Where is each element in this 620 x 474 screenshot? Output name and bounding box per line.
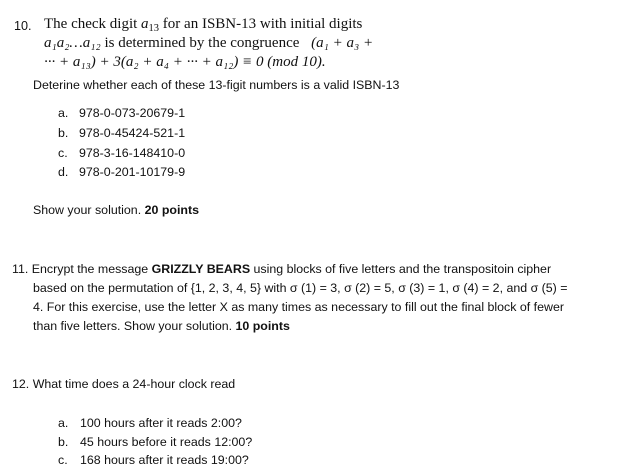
item-text: 45 hours before it reads 12:00? — [80, 435, 253, 449]
q11-number: 11. — [12, 262, 29, 276]
q10-solution-text: Show your solution. — [33, 203, 142, 217]
q10-congruence-end: ··· + a₁₃) + 3(a₂ + a₄ + ··· + a₁₂) ≡ 0 (mod 10). — [44, 54, 326, 70]
q10-solution-line — [33, 203, 199, 217]
q11-points: 10 points — [235, 319, 290, 333]
q12-number: 12. — [12, 377, 30, 391]
q11-line4 — [33, 319, 290, 333]
q11-line1 — [12, 262, 551, 276]
q10-instruction: Deterine whether each of these 13-figit numbers is a valid ISBN-13 — [33, 78, 400, 92]
q11-line3: 4. For this exercise, use the letter X as many times as necessary to fill out the final block of fewer — [33, 300, 564, 314]
item-letter: a. — [58, 106, 69, 120]
item-letter: c. — [58, 146, 68, 160]
q11-line2: based on the permutation of {1, 2, 3, 4, 5} with σ (1) = 3, σ (2) = 5, σ (3) = 1, σ (4) = 2, and σ (5) = — [33, 281, 568, 295]
list-item — [58, 165, 186, 179]
item-text: 168 hours after it reads 19:00? — [80, 453, 249, 467]
list-item — [58, 126, 186, 140]
q10-line1-text: The check digit — [44, 16, 138, 32]
q10-congruence-start: (a₁ + a₃ + — [311, 35, 374, 51]
q10-line3 — [44, 54, 326, 71]
list-item — [58, 146, 186, 160]
item-letter: d. — [58, 165, 69, 179]
q10-line1-rest: for an ISBN-13 with initial digits — [162, 16, 363, 32]
item-letter: c. — [58, 453, 68, 467]
item-text: 978-0-201-10179-9 — [79, 165, 186, 179]
q10-points: 20 points — [144, 203, 199, 217]
q10-line2 — [44, 35, 373, 52]
q10-line1 — [44, 16, 362, 33]
q11-message: GRIZZLY BEARS — [151, 262, 251, 276]
item-text: 978-0-45424-521-1 — [79, 126, 186, 140]
list-item — [58, 416, 242, 430]
list-item — [58, 106, 186, 120]
item-text: 978-3-16-148410-0 — [79, 146, 186, 160]
item-letter: a. — [58, 416, 69, 430]
q12-question: What time does a 24-hour clock read — [32, 377, 236, 391]
q10-number: 10. — [14, 19, 32, 33]
list-item — [58, 453, 249, 467]
q10-check-digit-sub: 13 — [148, 23, 160, 34]
item-text: 100 hours after it reads 2:00? — [80, 416, 242, 430]
q10-line2-text: is determined by the congruence — [104, 35, 300, 51]
item-letter: b. — [58, 435, 69, 449]
q11-line4-text: than five letters. Show your solution. — [33, 319, 233, 333]
q11-line1-post: using blocks of five letters and the transpositoin cipher — [253, 262, 552, 276]
q11-line1-pre: Encrypt the message — [31, 262, 149, 276]
q10-digits-expr: a₁a₂…a₁₂ — [44, 35, 101, 51]
q10-check-digit-var: a — [141, 16, 149, 32]
item-text: 978-0-073-20679-1 — [79, 106, 186, 120]
list-item — [58, 435, 253, 449]
q12-line — [12, 377, 235, 391]
item-letter: b. — [58, 126, 69, 140]
